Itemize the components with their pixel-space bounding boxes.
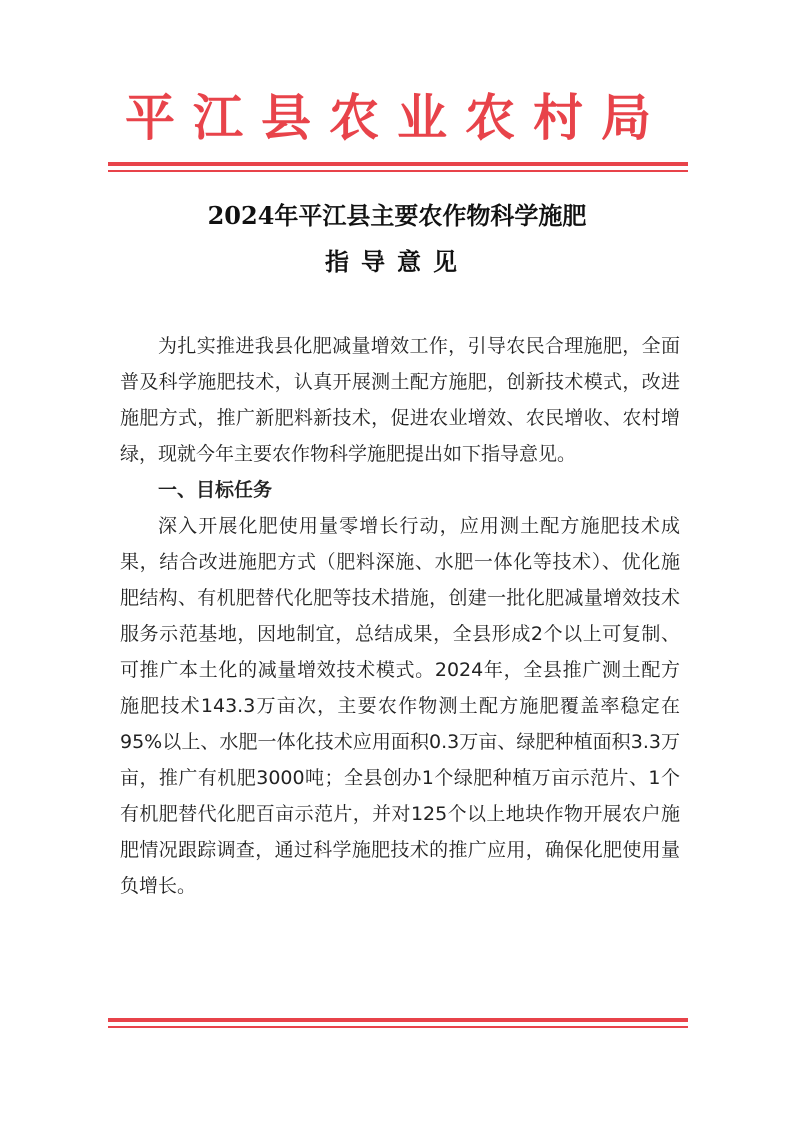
- footer-divider-thick: [108, 1018, 688, 1022]
- document-title-line1: 2024年平江县主要农作物科学施肥: [207, 201, 587, 230]
- header-divider-thick: [108, 162, 688, 166]
- section-heading-goals: 一、目标任务: [158, 479, 273, 501]
- footer-divider: [108, 1018, 688, 1030]
- document-body: [120, 328, 680, 904]
- header-divider-thin: [108, 170, 688, 172]
- header-divider: [108, 162, 688, 174]
- footer-divider-thin: [108, 1026, 688, 1028]
- org-header-title: 平江县农业农村局: [125, 88, 669, 147]
- intro-paragraph: 为扎实推进我县化肥减量增效工作，引导农民合理施肥，全面普及科学施肥技术，认真开展测土配方施肥，创新技术模式，改进施肥方式，推广新肥料新技术，促进农业增效、农民增收、农村增绿，现就今年主要农作物科学施肥提出如下指导意见。: [120, 335, 680, 465]
- document-title-line2: 指导意见: [325, 247, 469, 276]
- goals-paragraph: 深入开展化肥使用量零增长行动，应用测土配方施肥技术成果，结合改进施肥方式（肥料深施、水肥一体化等技术）、优化施肥结构、有机肥替代化肥等技术措施，创建一批化肥减量增效技术服务示范基地，因地制宜，总结成果，全县形成2个以上可复制、可推广本土化的减量增效技术模式。2024年，全县推广测土配方施肥技术143.3万亩次，主要农作物测土配方施肥覆盖率稳定在95%以上、水肥一体化技术应用面积0.3万亩、绿肥种植面积3.3万亩，推广有机肥3000吨；全县创办1个绿肥种植万亩示范片、1个有机肥替代化肥百亩示范片，并对125个以上地块作物开展农户施肥情况跟踪调查，通过科学施肥技术的推广应用，确保化肥使用量负增长。: [120, 515, 680, 897]
